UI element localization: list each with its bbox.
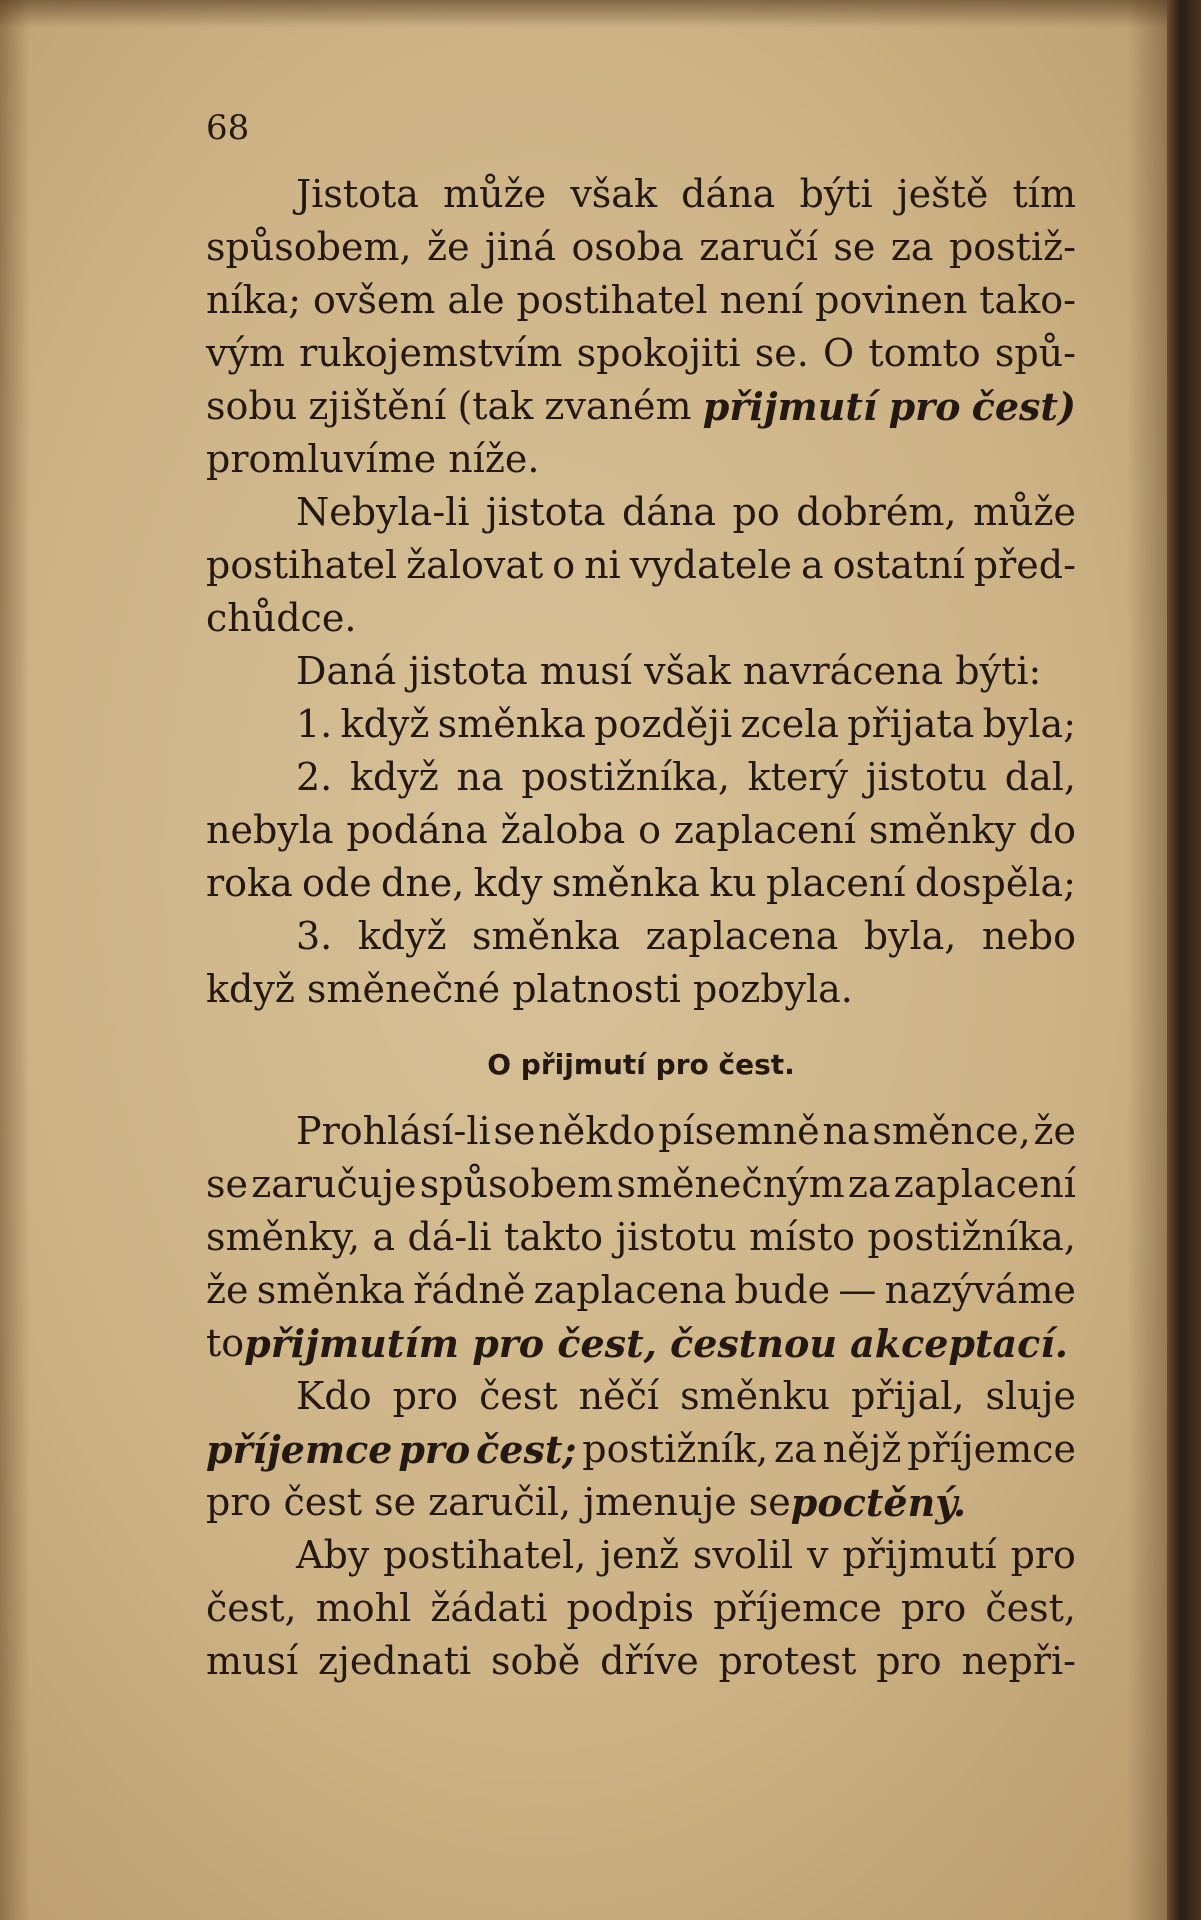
word: o (552, 543, 576, 587)
text-line (206, 1582, 1076, 1635)
word: nazýváme (884, 1268, 1076, 1312)
word: (tak (457, 384, 534, 428)
word: pro (1010, 1533, 1076, 1577)
word: postižníka, (867, 1215, 1076, 1259)
word: jenž (600, 1533, 679, 1577)
word: vydatele (629, 543, 793, 587)
word: spokojiti (576, 331, 741, 375)
word: postihatel (206, 543, 398, 587)
word: řádně (413, 1268, 526, 1312)
word: podpis (566, 1586, 695, 1630)
word: když (340, 702, 430, 746)
word: něčí (578, 1374, 660, 1418)
word: jistota (485, 490, 606, 534)
word: sluje (985, 1374, 1076, 1418)
text-line (206, 1635, 1076, 1688)
word: jiná (485, 225, 557, 269)
word: zjištění (308, 384, 447, 428)
text-line (206, 592, 1076, 645)
text-run: Daná jistota musí však navrácena býti: (296, 649, 1042, 693)
word: takto (503, 1215, 604, 1259)
text-line (206, 380, 1076, 433)
emphasized-word: čest) (971, 384, 1076, 429)
word: dána (681, 172, 776, 216)
word: Kdo (296, 1374, 372, 1418)
word: čest, (985, 1586, 1076, 1630)
text-line (206, 857, 1076, 910)
page-left-shadow (0, 0, 30, 1920)
word: postihatel, (383, 1533, 587, 1577)
word: dospěla; (914, 861, 1076, 905)
word: podána (346, 808, 488, 852)
emphasized-word: přijmutí (702, 384, 878, 429)
word: žaloba (500, 808, 626, 852)
text-line (206, 327, 1076, 380)
word: dá-li (407, 1215, 492, 1259)
word: ostatní (832, 543, 965, 587)
word: jistotu (615, 1215, 737, 1259)
page-number: 68 (206, 108, 250, 148)
word: žalovat (406, 543, 544, 587)
emphasized-word: pro (398, 1427, 471, 1472)
word: byla; (982, 702, 1076, 746)
word: postižník, (582, 1427, 769, 1471)
word: za (847, 1162, 891, 1206)
word: čest (479, 1374, 558, 1418)
word: ku (709, 861, 757, 905)
word: směnka (256, 1268, 405, 1312)
word: svolil (692, 1533, 794, 1577)
word: dne, (381, 861, 465, 905)
word: 3. (296, 914, 333, 958)
word: a (800, 543, 824, 587)
word: směnečným (616, 1162, 845, 1206)
word: zcela (740, 702, 840, 746)
word: místo (749, 1215, 855, 1259)
word: dal, (1004, 755, 1076, 799)
word: není (719, 278, 804, 322)
word: nebyla (206, 808, 334, 852)
word: tím (1012, 172, 1076, 216)
word: nebo (981, 914, 1076, 958)
text-line (206, 910, 1076, 963)
word: musí (206, 1639, 299, 1683)
word: může (972, 490, 1076, 534)
word: však (570, 172, 657, 216)
text-line (206, 751, 1076, 804)
word: směnka (437, 702, 586, 746)
text-line (206, 486, 1076, 539)
word: zaplacena (533, 1268, 727, 1312)
word: ale (447, 278, 505, 322)
text-run: to (206, 1321, 245, 1365)
word: ode (302, 861, 372, 905)
body-text (206, 168, 1076, 1688)
text-line (206, 1211, 1076, 1264)
word: ovšem (313, 278, 436, 322)
word: žádati (430, 1586, 548, 1630)
word: písemně (658, 1109, 820, 1153)
word: za (774, 1427, 817, 1471)
word: kdy (473, 861, 543, 905)
word: později (594, 702, 733, 746)
word: může (443, 172, 547, 216)
text-run: O přijmutí pro čest. (487, 1048, 795, 1081)
word: že (427, 225, 470, 269)
word: který (747, 755, 849, 799)
word: spůsobem, (206, 225, 412, 269)
word: když (357, 914, 447, 958)
word: před- (973, 543, 1076, 587)
word: ni (584, 543, 621, 587)
word: níka; (206, 278, 302, 322)
text-line (206, 963, 1076, 1016)
word: na (822, 1109, 870, 1153)
page-gutter-shadow (1127, 0, 1167, 1920)
word: postižníka, (521, 755, 730, 799)
word: — (838, 1268, 877, 1312)
word: povinen (815, 278, 968, 322)
text-line (206, 1370, 1076, 1423)
word: po (732, 490, 780, 534)
word: zjednati (318, 1639, 472, 1683)
word: dříve (600, 1639, 699, 1683)
word: se. (754, 331, 809, 375)
word: za (890, 225, 934, 269)
text-run: chůdce. (206, 596, 357, 640)
text-line (206, 433, 1076, 486)
word: přijata (847, 702, 975, 746)
word: býti (799, 172, 873, 216)
word: dobrém, (796, 490, 957, 534)
word: směnky, (206, 1215, 361, 1259)
word: postiž- (948, 225, 1076, 269)
word: se (493, 1109, 536, 1153)
word: vým (206, 331, 285, 375)
text-line (206, 1423, 1076, 1476)
word: zaplacena (645, 914, 839, 958)
word: jistotu (865, 755, 988, 799)
word: placení (766, 861, 906, 905)
text-line (206, 1105, 1076, 1158)
section-heading (206, 1038, 1076, 1091)
word: na (456, 755, 504, 799)
word: někdo (538, 1109, 656, 1153)
word: mohl (315, 1586, 412, 1630)
word: směnka (551, 861, 700, 905)
word: že (1033, 1109, 1076, 1153)
word: postihatel (516, 278, 708, 322)
text-line (206, 804, 1076, 857)
word: nepři- (961, 1639, 1076, 1683)
word: Aby (296, 1533, 370, 1577)
emphasized-word: příjemce (206, 1427, 393, 1472)
text-line (206, 1264, 1076, 1317)
word: zaplacení (673, 808, 857, 852)
word: tako- (979, 278, 1076, 322)
text-line (206, 1529, 1076, 1582)
word: se (206, 1162, 248, 1206)
word: do (1028, 808, 1076, 852)
page-top-shadow (0, 0, 1201, 28)
text-line (206, 221, 1076, 274)
word: pro (392, 1374, 459, 1418)
word: protest (718, 1639, 857, 1683)
text-line (206, 1317, 1076, 1370)
text-line (206, 698, 1076, 751)
word: zaručí (699, 225, 818, 269)
word: spů- (994, 331, 1076, 375)
word: byla, (863, 914, 957, 958)
word: že (206, 1268, 249, 1312)
word: spůsobem (419, 1162, 614, 1206)
book-binding-edge (1167, 0, 1201, 1920)
word: sobě (491, 1639, 581, 1683)
word: příjemce (713, 1586, 882, 1630)
word: směnky (868, 808, 1016, 852)
emphasized-term: přijmutím pro čest, čestnou akceptací. (244, 1321, 1068, 1366)
text-line (206, 1476, 1076, 1529)
word: rukojemstvím (299, 331, 563, 375)
emphasized-word: pro (888, 384, 961, 429)
word: zvaném (544, 384, 692, 428)
word: se (833, 225, 876, 269)
word: a (372, 1215, 396, 1259)
word: ještě (896, 172, 989, 216)
text-line (206, 539, 1076, 592)
word: roka (206, 861, 293, 905)
word: přijmutí (842, 1533, 997, 1577)
word: pro (900, 1586, 967, 1630)
word: příjemce (907, 1427, 1076, 1471)
word: bude (734, 1268, 831, 1312)
text-line (206, 274, 1076, 327)
text-line (206, 1158, 1076, 1211)
word: čest, (206, 1586, 297, 1630)
word: zaplacení (893, 1162, 1076, 1206)
word: směnka (471, 914, 621, 958)
word: 2. (296, 755, 333, 799)
word: nějž (822, 1427, 902, 1471)
text-run: promluvíme níže. (206, 437, 540, 481)
word: Nebyla-li (296, 490, 470, 534)
word: směnce, (872, 1109, 1031, 1153)
word: v (807, 1533, 829, 1577)
word: směnku (680, 1374, 831, 1418)
word: O (822, 331, 855, 375)
word: Prohlásí-li (296, 1109, 491, 1153)
word: sobu (206, 384, 298, 428)
word: tomto (868, 331, 981, 375)
word: dána (621, 490, 717, 534)
text-run: pro čest se zaručil, jmenuje se (206, 1480, 791, 1524)
text-line (206, 645, 1076, 698)
word: o (638, 808, 661, 852)
word: přijal, (851, 1374, 965, 1418)
word: když (349, 755, 439, 799)
word: Jistota (296, 172, 419, 216)
emphasized-word: čest; (476, 1427, 577, 1472)
word: osoba (571, 225, 684, 269)
text-run: když směnečné platnosti pozbyla. (206, 967, 853, 1011)
text-line (206, 168, 1076, 221)
word: 1. (296, 702, 333, 746)
word: zaručuje (251, 1162, 417, 1206)
emphasized-term: poctěný. (790, 1480, 967, 1525)
word: pro (876, 1639, 942, 1683)
